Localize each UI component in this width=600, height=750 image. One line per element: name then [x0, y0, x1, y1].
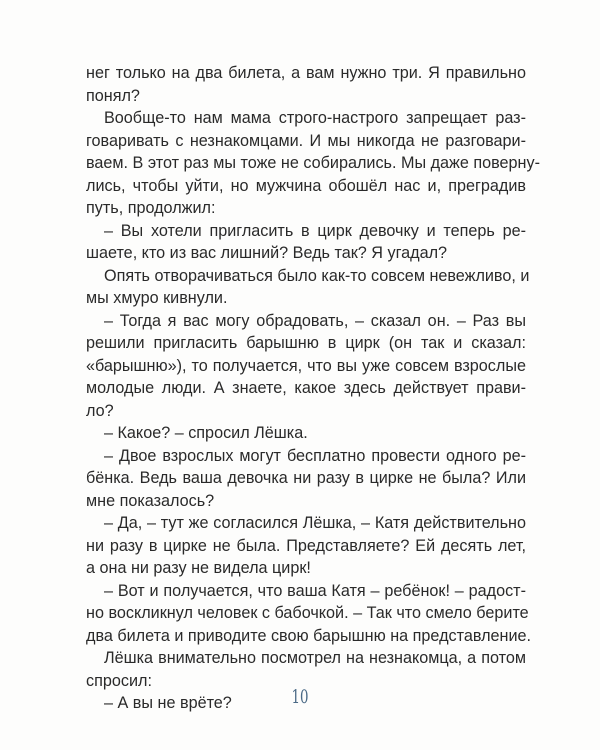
text-line: мы хмуро кивнули.	[86, 289, 228, 307]
text-line: «барышню»), то получается, что вы уже совсем взрослые	[86, 356, 526, 375]
text-line: – Да, – тут же согласился Лёшка, – Катя действительно	[104, 514, 526, 532]
paragraph	[86, 580, 531, 648]
paragraph	[86, 62, 526, 107]
text-line: решили пригласить барышню в цирк (он так и сказал:	[86, 334, 526, 352]
text-line: – Какое? – спросил Лёшка.	[104, 424, 308, 442]
text-line: бёнка. Ведь ваша девочка ни разу в цирке не была? Или	[86, 469, 526, 487]
text-line: лись, чтобы уйти, но мужчина обошёл нас и, преградив	[86, 176, 526, 195]
body-text	[86, 62, 540, 715]
paragraph	[86, 512, 526, 580]
text-line: – Тогда я вас могу обрадовать, – сказал он. – Раз вы	[104, 311, 526, 330]
text-line: – А вы не врёте?	[104, 694, 232, 712]
text-line: Лёшка внимательно посмотрел на незнакомца, а потом	[104, 649, 526, 667]
text-line: два билета и приводите свою барышню на представление.	[86, 626, 531, 645]
page-number: 10	[291, 686, 309, 708]
text-line: Опять отворачиваться было как-то совсем невежливо, и	[104, 266, 530, 285]
text-line: понял?	[86, 86, 140, 105]
text-line: – Вот и получается, что ваша Катя – ребёнок! – радост-	[104, 581, 526, 600]
paragraph	[86, 422, 526, 445]
text-line: нег только на два билета, а вам нужно три. Я правильно	[86, 64, 526, 82]
text-line: говаривать с незнакомцами. И мы никогда не разговари-	[86, 131, 526, 150]
text-line: а она ни разу не видела цирк!	[86, 559, 311, 577]
text-line: – Двое взрослых могут бесплатно провести одного ре-	[104, 446, 526, 465]
paragraph	[86, 310, 526, 423]
paragraph	[86, 445, 526, 513]
text-line: Вообще-то нам мама строго-настрого запрещает раз-	[104, 109, 526, 127]
text-line: ло?	[86, 401, 114, 420]
text-line: шаете, кто из вас лишний? Ведь так? Я угадал?	[86, 244, 448, 262]
text-line: путь, продолжил:	[86, 199, 216, 217]
paragraph	[86, 220, 526, 265]
paragraph	[86, 265, 530, 310]
text-line: молодые люди. А знаете, какое здесь действует прави-	[86, 379, 526, 397]
text-line: ни разу в цирке не была. Представляете? Ей десять лет,	[86, 536, 526, 555]
text-line: – Вы хотели пригласить в цирк девочку и теперь ре-	[104, 221, 526, 240]
text-line: ваем. В этот раз мы тоже не собирались. Мы даже поверну-	[86, 154, 540, 172]
text-line: мне показалось?	[86, 491, 215, 510]
text-line: спросил:	[86, 671, 152, 690]
text-line: но воскликнул человек с бабочкой. – Так что смело берите	[86, 604, 529, 622]
paragraph	[86, 107, 540, 220]
